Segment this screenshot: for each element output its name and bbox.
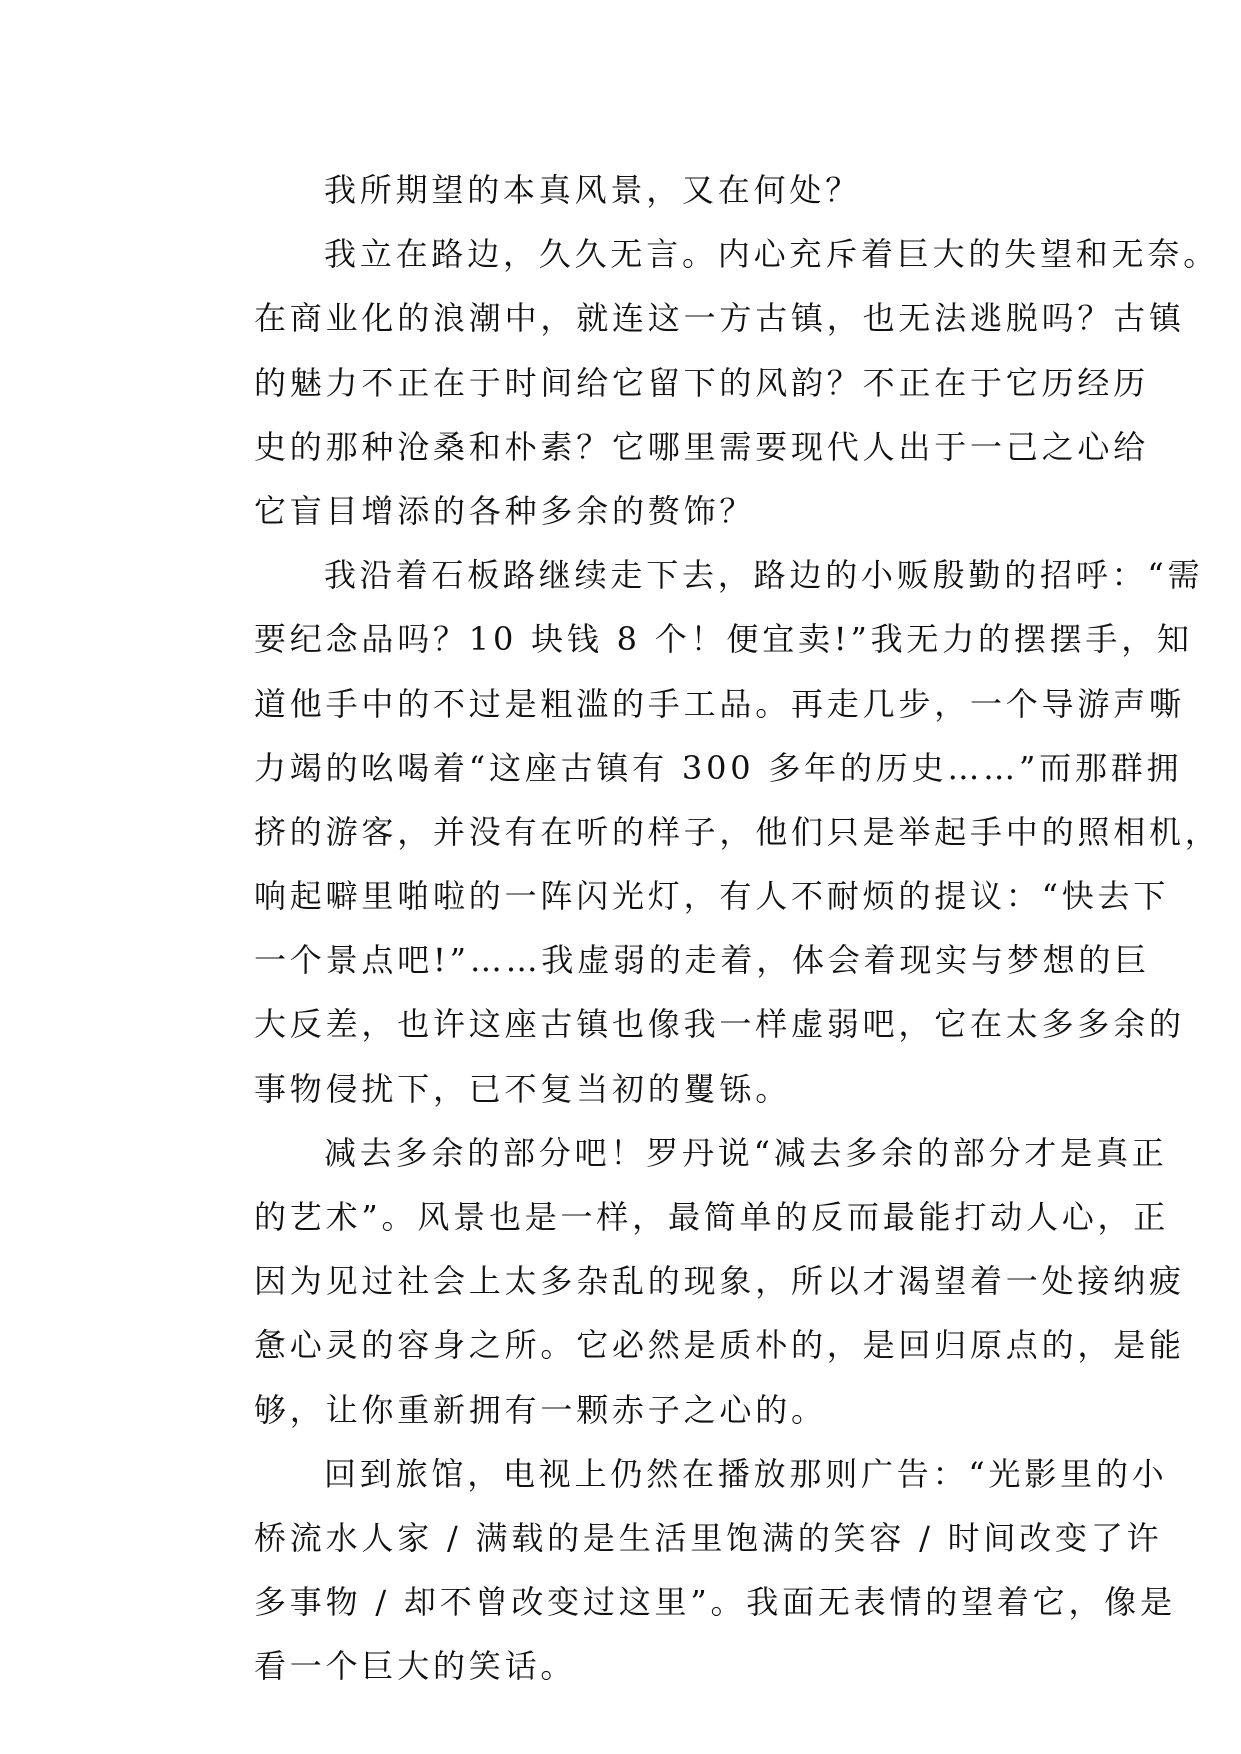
text-line: 因为见过社会上太多杂乱的现象，所以才渴望着一处接纳疲 (254, 1262, 1185, 1301)
text-line: 事物侵扰下，已不复当初的矍铄。 (254, 1069, 792, 1108)
text-line: 在商业化的浪潮中，就连这一方古镇，也无法逃脱吗？古镇 (254, 299, 1185, 338)
text-line: 挤的游客，并没有在听的样子，他们只是举起手中的照相机， (254, 812, 1221, 851)
text-line: 惫心灵的容身之所。它必然是质朴的，是回归原点的，是能 (254, 1326, 1185, 1365)
text-line: 看一个巨大的笑话。 (254, 1647, 577, 1686)
text-line: 的艺术”。风景也是一样，最简单的反而最能打动人心，正 (254, 1198, 1170, 1236)
text-line: 我沿着石板路继续走下去，路边的小贩殷勤的招呼：“需 (324, 556, 1204, 595)
text-line: 我立在路边，久久无言。内心充斥着巨大的失望和无奈。 (324, 235, 1220, 274)
text-line: 够，让你重新拥有一颗赤子之心的。 (254, 1390, 827, 1429)
essay-body (190, 158, 1221, 1699)
paragraph-4 (190, 1121, 1185, 1442)
text-line: 史的那种沧桑和朴素？它哪里需要现代人出于一己之心给 (254, 427, 1150, 466)
paragraph-3 (190, 543, 1221, 1121)
text-line: 它盲目增添的各种多余的赘饰？ (254, 491, 756, 530)
paragraph-1 (190, 158, 1052, 222)
paragraph-5 (190, 1442, 1176, 1699)
text-line: 要纪念品吗？10 块钱 8 个！便宜卖!”我无力的摆摆手，知 (254, 620, 1193, 659)
text-line: 大反差，也许这座古镇也像我一样虚弱吧，它在太多多余的 (254, 1005, 1185, 1044)
text-line: 减去多余的部分吧！罗丹说“减去多余的部分才是真正 (324, 1133, 1168, 1172)
text-line: 回到旅馆，电视上仍然在播放那则广告：“光影里的小 (324, 1454, 1168, 1493)
text-line: 我所期望的本真风景，又在何处？ (324, 171, 862, 209)
text-line: 一个景点吧!”……我虚弱的走着，体会着现实与梦想的巨 (254, 941, 1151, 980)
text-line: 桥流水人家 / 满载的是生活里饱满的笑容 / 时间改变了许 (254, 1518, 1163, 1557)
paragraph-2 (190, 222, 1220, 543)
text-line: 响起噼里啪啦的一阵闪光灯，有人不耐烦的提议：“快去下 (254, 877, 1170, 916)
text-line: 力竭的吆喝着“这座古镇有 300 多年的历史……”而那群拥 (254, 748, 1183, 787)
text-line: 的魅力不正在于时间给它留下的风韵？不正在于它历经历 (254, 363, 1150, 402)
text-line: 道他手中的不过是粗滥的手工品。再走几步，一个导游声嘶 (254, 684, 1185, 723)
text-line: 多事物 / 却不曾改变过这里”。我面无表情的望着它，像是 (254, 1583, 1176, 1622)
